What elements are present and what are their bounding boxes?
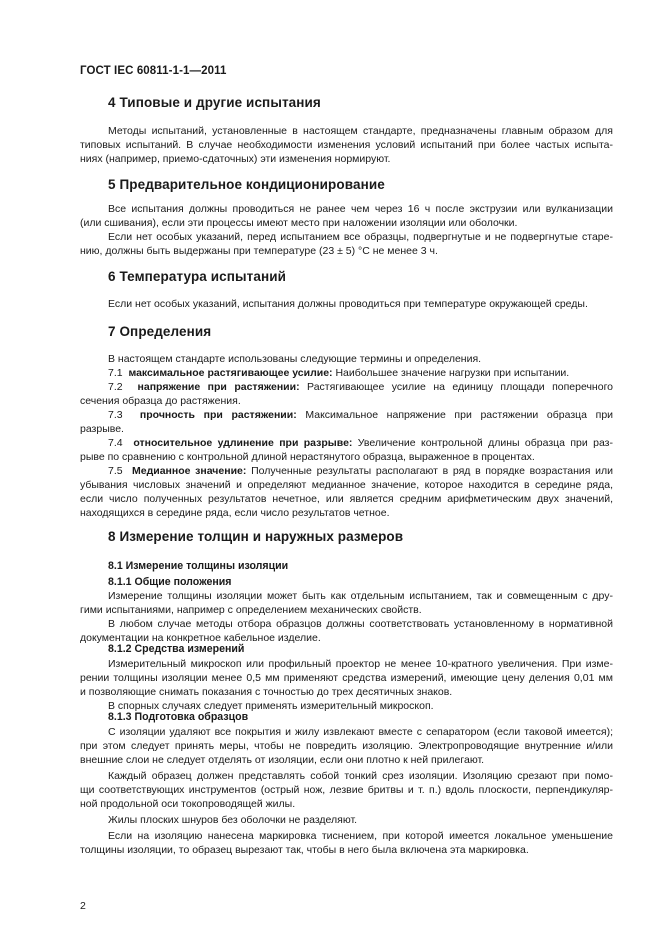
definition-text: Увеличение контрольной длины образца при раз- — [357, 437, 613, 449]
section-7-intro: В настоящем стандарте использованы следующие термины и определения. — [108, 353, 482, 365]
para-8-1-3-line-8: Если на изоляцию нанесена маркировка тиснением, при которой имеется локальное уменьшение — [108, 830, 613, 842]
section-5-line-3: Если нет особых указаний, перед испытанием все образцы, подвергнутые и не подвергнутые старе- — [108, 231, 613, 243]
para-8-1-2-line-2: рении толщины изоляции менее 0,5 мм применяют средства измерений, имеющие цену деления 0,01 мм — [80, 672, 613, 684]
subsection-8-1-3-heading: 8.1.3 Подготовка образцов — [108, 711, 249, 723]
section-6-heading: 6 Температура испытаний — [108, 269, 287, 284]
definition-7-2 — [108, 380, 613, 394]
para-8-1-3-line-2: при этом следует принять меры, чтобы не повредить изоляцию. Электропроводящие внутренние и/или — [80, 740, 613, 752]
para-8-1-1-line-2: гими испытаниями, например с определением механических свойств. — [80, 604, 422, 616]
definition-7-3 — [108, 408, 613, 422]
section-8-heading: 8 Измерение толщин и наружных размеров — [108, 529, 404, 544]
para-8-1-1-line-3: В любом случае методы отбора образцов должны соответствовать установленному в нормативной — [108, 618, 613, 630]
section-4-heading: 4 Типовые и другие испытания — [108, 95, 321, 110]
para-8-1-1-line-4: документации на конкретное кабельное изделие. — [80, 632, 321, 644]
definition-text: Наибольшее значение нагрузки при испытании. — [335, 367, 570, 379]
section-6-line-1: Если нет особых указаний, испытания должны проводиться при температуре окружающей среды. — [108, 298, 588, 310]
definition-term: Медианное значение: — [131, 465, 247, 477]
definition-7-2-cont: сечения образца до растяжения. — [80, 395, 241, 407]
definition-7-5-cont-3: находящихся в середине ряда, если число результатов четное. — [80, 507, 390, 519]
definition-term: максимальное растягивающее усилие: — [128, 367, 333, 379]
subsection-8-1-1-heading: 8.1.1 Общие положения — [108, 576, 232, 588]
definition-7-4 — [108, 436, 613, 450]
definition-7-1 — [108, 366, 613, 380]
para-8-1-3-line-1: С изоляции удаляют все покрытия и жилу извлекают вместе с сепаратором (если таковой имеется); — [108, 726, 613, 738]
section-5-line-2: (или сшивания), если эти процессы имеют место при наложении изоляции или оболочки. — [80, 217, 518, 229]
subsection-8-1-heading: 8.1 Измерение толщины изоляции — [108, 560, 289, 572]
definition-number: 7.4 — [108, 437, 123, 449]
definition-text: Растягивающее усилие на единицу площади поперечного — [307, 381, 614, 393]
para-8-1-2-line-4: В спорных случаях следует применять измерительный микроскоп. — [108, 700, 434, 712]
definition-number: 7.5 — [108, 465, 123, 477]
definition-number: 7.3 — [108, 409, 123, 421]
definition-7-5-cont-1: убывания числовых значений и определяют медианное значение, которое находится в середине ряда, — [80, 479, 613, 491]
para-8-1-3-line-4: Каждый образец должен представлять собой тонкий срез изоляции. Изоляцию срезают при помо- — [108, 770, 613, 782]
section-5-line-1: Все испытания должны проводиться не ранее чем через 16 ч после экструзии или вулканизации — [108, 203, 613, 215]
para-8-1-3-line-6: ной продольной оси токопроводящей жилы. — [80, 798, 296, 810]
definition-7-5 — [108, 464, 613, 478]
definition-7-4-cont: рыве по сравнению с контрольной длиной нерастянутого образца, выраженное в процентах. — [80, 451, 535, 463]
definition-7-3-cont: разрыве. — [80, 423, 124, 435]
para-8-1-1-line-1: Измерение толщины изоляции может быть как отдельным испытанием, так и совмещенным с дру- — [108, 590, 613, 602]
definition-term: прочность при растяжении: — [139, 409, 297, 421]
section-4-line-3: ниях (например, приемо-сдаточных) эти изменения нормируют. — [80, 153, 391, 165]
subsection-8-1-2-heading: 8.1.2 Средства измерений — [108, 643, 245, 655]
definition-term: напряжение при растяжении: — [137, 381, 300, 393]
para-8-1-3-line-5: щи соответствующих инструментов (острый нож, лезвие бритвы и т. п.) вдоль плоскости, перпендикуляр- — [80, 784, 613, 796]
section-4-line-2: типовых испытаний. В случае необходимости изменения условий испытаний при более частых испыта- — [80, 139, 613, 151]
section-4-line-1: Методы испытаний, установленные в настоящем стандарте, предназначены главным образом для — [108, 125, 613, 137]
para-8-1-2-line-1: Измерительный микроскоп или профильный проектор не менее 10-кратного увеличения. При изме- — [108, 658, 613, 670]
section-5-heading: 5 Предварительное кондиционирование — [108, 177, 385, 192]
section-7-heading: 7 Определения — [108, 324, 212, 339]
section-5-line-4: нию, должны быть выдержаны при температуре (23 ± 5) °С не менее 3 ч. — [80, 245, 438, 257]
definition-text: Полученные результаты располагают в ряд в порядке возрастания или — [251, 465, 614, 477]
definition-7-5-cont-2: если число полученных результатов нечетное, или является средним арифметическим двух значений, — [80, 493, 613, 505]
standard-header: ГОСТ IEC 60811-1-1—2011 — [80, 65, 227, 77]
definition-number: 7.1 — [108, 367, 123, 379]
page-number: 2 — [80, 900, 86, 912]
para-8-1-3-line-7: Жилы плоских шнуров без оболочки не разделяют. — [108, 814, 358, 826]
para-8-1-3-line-9: толщины изоляции, то образец вырезают так, чтобы в него была включена эта маркировка. — [80, 844, 529, 856]
definition-term: относительное удлинение при разрыве: — [133, 437, 353, 449]
definition-text: Максимальное напряжение при растяжении образца при — [305, 409, 614, 421]
definition-number: 7.2 — [108, 381, 123, 393]
para-8-1-3-line-3: внешние слои не следует отделять от изоляции, если они плотно к ней прилегают. — [80, 754, 485, 766]
para-8-1-2-line-3: и позволяющие снимать показания с точностью до трех десятичных знаков. — [80, 686, 453, 698]
